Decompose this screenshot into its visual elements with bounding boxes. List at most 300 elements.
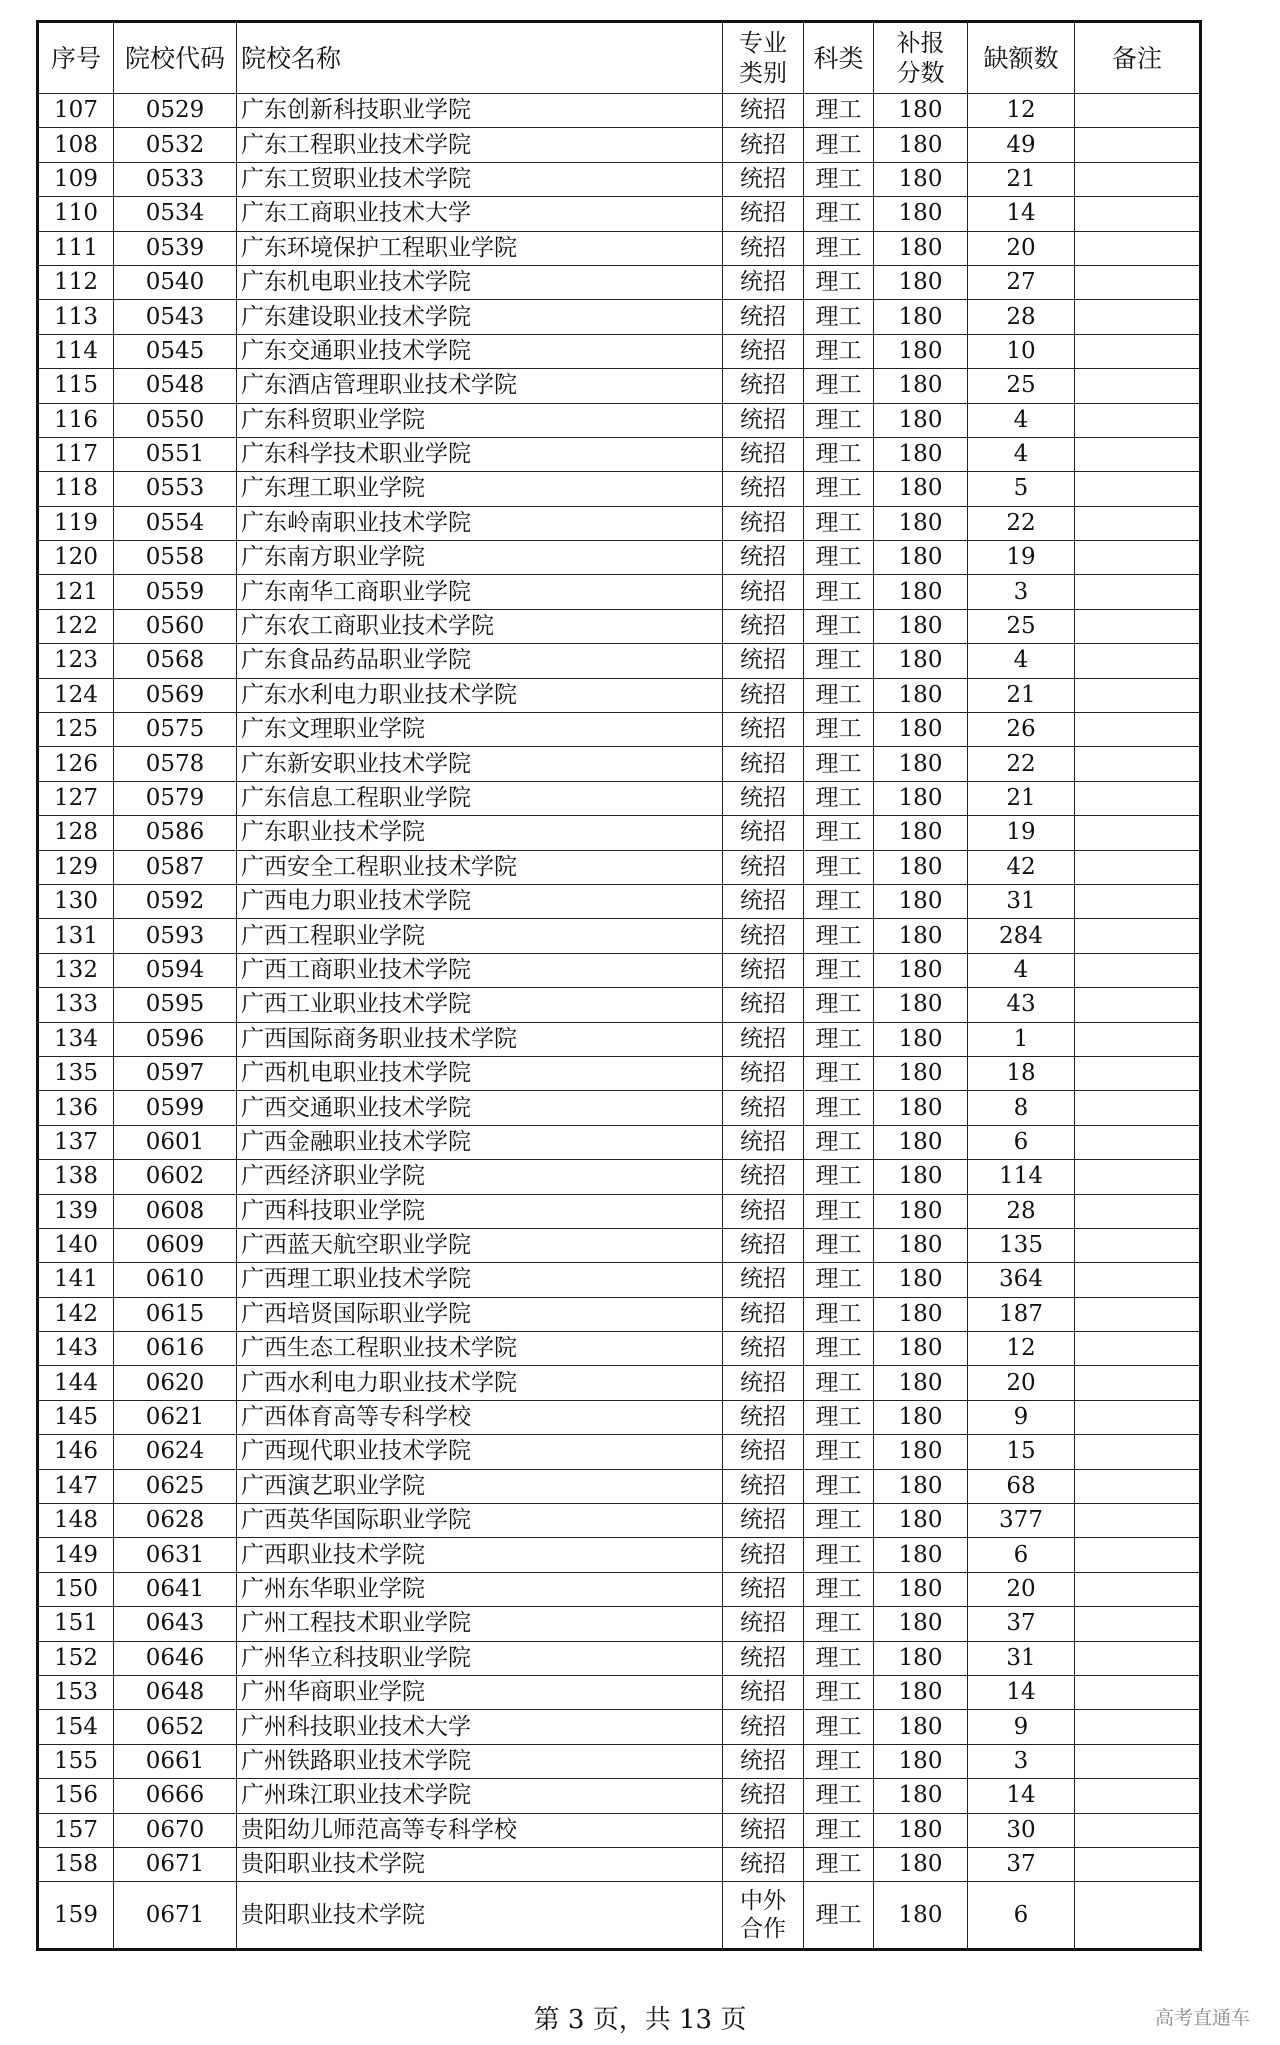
cell-code: 0602: [114, 1160, 237, 1194]
cell-vacancy: 49: [968, 128, 1075, 162]
cell-category: 统招: [723, 644, 804, 678]
cell-vacancy: 377: [968, 1504, 1075, 1538]
cell-score: 180: [874, 1194, 968, 1228]
cell-code: 0587: [114, 850, 237, 884]
cell-note: [1075, 1125, 1201, 1159]
cell-score: 180: [874, 1813, 968, 1847]
cell-code: 0529: [114, 94, 237, 128]
cell-code: 0595: [114, 988, 237, 1022]
cell-category: 统招: [723, 128, 804, 162]
cell-category: 统招: [723, 1332, 804, 1366]
cell-category: 统招: [723, 265, 804, 299]
cell-note: [1075, 953, 1201, 987]
cell-name: 广西经济职业学院: [237, 1160, 723, 1194]
cell-vacancy: 187: [968, 1297, 1075, 1331]
cell-seq: 107: [38, 94, 114, 128]
header-seq: 序号: [38, 22, 114, 94]
cell-note: [1075, 197, 1201, 231]
cell-vacancy: 4: [968, 953, 1075, 987]
cell-vacancy: 19: [968, 541, 1075, 575]
table-row: [38, 128, 1201, 162]
cell-category: 统招: [723, 1504, 804, 1538]
cell-subject: 理工: [804, 953, 874, 987]
cell-vacancy: 4: [968, 437, 1075, 471]
cell-seq: 151: [38, 1607, 114, 1641]
table-row: [38, 919, 1201, 953]
table-row: [38, 472, 1201, 506]
cell-subject: 理工: [804, 197, 874, 231]
cell-vacancy: 3: [968, 1744, 1075, 1778]
cell-vacancy: 22: [968, 747, 1075, 781]
cell-note: [1075, 781, 1201, 815]
cell-seq: 154: [38, 1710, 114, 1744]
cell-subject: 理工: [804, 1779, 874, 1813]
cell-code: 0596: [114, 1022, 237, 1056]
cell-subject: 理工: [804, 1882, 874, 1950]
cell-note: [1075, 1572, 1201, 1606]
cell-category: 统招: [723, 1572, 804, 1606]
table-row: [38, 1744, 1201, 1778]
cell-score: 180: [874, 197, 968, 231]
cell-subject: 理工: [804, 1504, 874, 1538]
cell-name: 广东工贸职业技术学院: [237, 162, 723, 196]
cell-note: [1075, 265, 1201, 299]
cell-seq: 114: [38, 334, 114, 368]
cell-vacancy: 68: [968, 1469, 1075, 1503]
cell-note: [1075, 1366, 1201, 1400]
cell-code: 0628: [114, 1504, 237, 1538]
cell-name: 广西现代职业技术学院: [237, 1435, 723, 1469]
table-row: [38, 816, 1201, 850]
table-row: [38, 1400, 1201, 1434]
header-school-code: 院校代码: [114, 22, 237, 94]
table-row: [38, 1228, 1201, 1262]
cell-seq: 119: [38, 506, 114, 540]
cell-seq: 156: [38, 1779, 114, 1813]
table-row: [38, 162, 1201, 196]
cell-name: 贵阳幼儿师范高等专科学校: [237, 1813, 723, 1847]
cell-name: 广西演艺职业学院: [237, 1469, 723, 1503]
cell-vacancy: 6: [968, 1125, 1075, 1159]
cell-code: 0543: [114, 300, 237, 334]
cell-seq: 142: [38, 1297, 114, 1331]
cell-name: 广西科技职业学院: [237, 1194, 723, 1228]
cell-subject: 理工: [804, 403, 874, 437]
cell-score: 180: [874, 1366, 968, 1400]
cell-vacancy: 9: [968, 1710, 1075, 1744]
cell-vacancy: 12: [968, 94, 1075, 128]
cell-score: 180: [874, 609, 968, 643]
table-row: [38, 300, 1201, 334]
cell-vacancy: 6: [968, 1882, 1075, 1950]
cell-score: 180: [874, 1572, 968, 1606]
cell-code: 0568: [114, 644, 237, 678]
cell-seq: 134: [38, 1022, 114, 1056]
cell-score: 180: [874, 162, 968, 196]
cell-vacancy: 6: [968, 1538, 1075, 1572]
table-row: [38, 1297, 1201, 1331]
cell-name: 广东农工商职业技术学院: [237, 609, 723, 643]
cell-note: [1075, 1504, 1201, 1538]
cell-code: 0652: [114, 1710, 237, 1744]
cell-subject: 理工: [804, 1813, 874, 1847]
table-row: [38, 1607, 1201, 1641]
cell-score: 180: [874, 1469, 968, 1503]
cell-vacancy: 21: [968, 781, 1075, 815]
cell-name: 广东科学技术职业学院: [237, 437, 723, 471]
cell-name: 广西理工职业技术学院: [237, 1263, 723, 1297]
header-score: [874, 22, 968, 94]
cell-subject: 理工: [804, 162, 874, 196]
cell-seq: 127: [38, 781, 114, 815]
cell-vacancy: 14: [968, 197, 1075, 231]
cell-note: [1075, 1228, 1201, 1262]
cell-code: 0608: [114, 1194, 237, 1228]
table-row: [38, 1022, 1201, 1056]
cell-note: [1075, 300, 1201, 334]
cell-note: [1075, 1091, 1201, 1125]
cell-subject: 理工: [804, 94, 874, 128]
table-row: [38, 678, 1201, 712]
cell-seq: 126: [38, 747, 114, 781]
cell-category: 统招: [723, 1538, 804, 1572]
cell-name: 广州科技职业技术大学: [237, 1710, 723, 1744]
cell-vacancy: 26: [968, 713, 1075, 747]
cell-code: 0666: [114, 1779, 237, 1813]
cell-seq: 129: [38, 850, 114, 884]
cell-vacancy: 135: [968, 1228, 1075, 1262]
cell-subject: 理工: [804, 334, 874, 368]
cell-vacancy: 114: [968, 1160, 1075, 1194]
cell-name: 广州铁路职业技术学院: [237, 1744, 723, 1778]
cell-code: 0625: [114, 1469, 237, 1503]
cell-category: 统招: [723, 609, 804, 643]
cell-vacancy: 5: [968, 472, 1075, 506]
table-row: [38, 1435, 1201, 1469]
cell-note: [1075, 1263, 1201, 1297]
cell-score: 180: [874, 953, 968, 987]
cell-code: 0624: [114, 1435, 237, 1469]
cell-score: 180: [874, 334, 968, 368]
cell-seq: 111: [38, 231, 114, 265]
cell-note: [1075, 1882, 1201, 1950]
cell-category: 统招: [723, 403, 804, 437]
cell-category: 统招: [723, 1641, 804, 1675]
cell-name: 广州珠江职业技术学院: [237, 1779, 723, 1813]
cell-score: 180: [874, 265, 968, 299]
cell-category: 统招: [723, 1469, 804, 1503]
cell-category: 统招: [723, 953, 804, 987]
cell-name: 广西电力职业技术学院: [237, 884, 723, 918]
cell-score: 180: [874, 1091, 968, 1125]
cell-seq: 124: [38, 678, 114, 712]
cell-score: 180: [874, 713, 968, 747]
cell-vacancy: 31: [968, 884, 1075, 918]
cell-subject: 理工: [804, 300, 874, 334]
cell-seq: 112: [38, 265, 114, 299]
cell-code: 0610: [114, 1263, 237, 1297]
cell-subject: 理工: [804, 713, 874, 747]
cell-score: 180: [874, 1263, 968, 1297]
cell-name: 广西国际商务职业技术学院: [237, 1022, 723, 1056]
cell-score: 180: [874, 369, 968, 403]
cell-seq: 123: [38, 644, 114, 678]
cell-subject: 理工: [804, 609, 874, 643]
cell-subject: 理工: [804, 1263, 874, 1297]
cell-score: 180: [874, 1641, 968, 1675]
cell-seq: 115: [38, 369, 114, 403]
cell-note: [1075, 437, 1201, 471]
table-row: [38, 575, 1201, 609]
cell-name: 广东信息工程职业学院: [237, 781, 723, 815]
cell-subject: 理工: [804, 231, 874, 265]
cell-category: 统招: [723, 541, 804, 575]
cell-score: 180: [874, 919, 968, 953]
cell-note: [1075, 94, 1201, 128]
cell-seq: 146: [38, 1435, 114, 1469]
cell-note: [1075, 1710, 1201, 1744]
cell-score: 180: [874, 747, 968, 781]
cell-subject: 理工: [804, 816, 874, 850]
cell-category: 统招: [723, 334, 804, 368]
cell-note: [1075, 713, 1201, 747]
cell-vacancy: 42: [968, 850, 1075, 884]
cell-subject: 理工: [804, 1125, 874, 1159]
cell-subject: 理工: [804, 1194, 874, 1228]
cell-subject: 理工: [804, 1160, 874, 1194]
cell-name: 广西水利电力职业技术学院: [237, 1366, 723, 1400]
cell-subject: 理工: [804, 678, 874, 712]
cell-name: 广西生态工程职业技术学院: [237, 1332, 723, 1366]
cell-category: 统招: [723, 988, 804, 1022]
cell-code: 0631: [114, 1538, 237, 1572]
cell-subject: 理工: [804, 1297, 874, 1331]
cell-note: [1075, 128, 1201, 162]
cell-category: 统招: [723, 1435, 804, 1469]
cell-category: 统招: [723, 1607, 804, 1641]
cell-vacancy: 22: [968, 506, 1075, 540]
cell-category: 统招: [723, 1675, 804, 1709]
cell-score: 180: [874, 403, 968, 437]
cell-name: 广东环境保护工程职业学院: [237, 231, 723, 265]
cell-subject: 理工: [804, 128, 874, 162]
cell-note: [1075, 1297, 1201, 1331]
cell-code: 0559: [114, 575, 237, 609]
table-row: [38, 1194, 1201, 1228]
table-row: [38, 541, 1201, 575]
cell-note: [1075, 1400, 1201, 1434]
cell-seq: 158: [38, 1847, 114, 1881]
cell-score: 180: [874, 128, 968, 162]
cell-vacancy: 37: [968, 1607, 1075, 1641]
cell-seq: 157: [38, 1813, 114, 1847]
cell-note: [1075, 403, 1201, 437]
cell-score: 180: [874, 1504, 968, 1538]
cell-name: 广东新安职业技术学院: [237, 747, 723, 781]
header-subject: 科类: [804, 22, 874, 94]
cell-name: 广西工商职业技术学院: [237, 953, 723, 987]
cell-note: [1075, 919, 1201, 953]
cell-name: 贵阳职业技术学院: [237, 1847, 723, 1881]
cell-category: 统招: [723, 1160, 804, 1194]
cell-code: 0648: [114, 1675, 237, 1709]
cell-seq: 118: [38, 472, 114, 506]
cell-note: [1075, 1847, 1201, 1881]
cell-category: 统招: [723, 1779, 804, 1813]
cell-score: 180: [874, 781, 968, 815]
cell-code: 0620: [114, 1366, 237, 1400]
cell-score: 180: [874, 1228, 968, 1262]
cell-note: [1075, 1022, 1201, 1056]
cell-subject: 理工: [804, 506, 874, 540]
cell-name: 广东工程职业技术学院: [237, 128, 723, 162]
header-school-name: 院校名称: [237, 22, 723, 94]
cell-subject: 理工: [804, 1056, 874, 1090]
cell-subject: 理工: [804, 1228, 874, 1262]
cell-score: 180: [874, 1538, 968, 1572]
cell-seq: 141: [38, 1263, 114, 1297]
cell-seq: 135: [38, 1056, 114, 1090]
cell-seq: 130: [38, 884, 114, 918]
cell-code: 0661: [114, 1744, 237, 1778]
cell-note: [1075, 1469, 1201, 1503]
cell-subject: 理工: [804, 1469, 874, 1503]
table-row: [38, 1366, 1201, 1400]
cell-subject: 理工: [804, 1366, 874, 1400]
cell-note: [1075, 369, 1201, 403]
cell-subject: 理工: [804, 1400, 874, 1434]
cell-note: [1075, 609, 1201, 643]
cell-seq: 108: [38, 128, 114, 162]
cell-code: 0592: [114, 884, 237, 918]
table-row: [38, 1263, 1201, 1297]
cell-score: 180: [874, 1710, 968, 1744]
cell-vacancy: 28: [968, 300, 1075, 334]
cell-score: 180: [874, 575, 968, 609]
cell-vacancy: 14: [968, 1779, 1075, 1813]
cell-note: [1075, 1435, 1201, 1469]
cell-name: 广州华立科技职业学院: [237, 1641, 723, 1675]
cell-score: 180: [874, 541, 968, 575]
cell-subject: 理工: [804, 781, 874, 815]
cell-category: 统招: [723, 472, 804, 506]
cell-subject: 理工: [804, 1710, 874, 1744]
cell-vacancy: 27: [968, 265, 1075, 299]
cell-seq: 113: [38, 300, 114, 334]
table-row: [38, 1160, 1201, 1194]
cell-category: 统招: [723, 919, 804, 953]
table-row: [38, 1504, 1201, 1538]
table-row: [38, 437, 1201, 471]
cell-code: 0533: [114, 162, 237, 196]
cell-note: [1075, 541, 1201, 575]
cell-seq: 121: [38, 575, 114, 609]
cell-vacancy: 20: [968, 1366, 1075, 1400]
cell-subject: 理工: [804, 472, 874, 506]
table-row: [38, 1675, 1201, 1709]
cell-note: [1075, 747, 1201, 781]
cell-subject: 理工: [804, 919, 874, 953]
cell-category: 统招: [723, 678, 804, 712]
cell-note: [1075, 884, 1201, 918]
cell-code: 0558: [114, 541, 237, 575]
cell-code: 0594: [114, 953, 237, 987]
cell-vacancy: 19: [968, 816, 1075, 850]
table-row: [38, 369, 1201, 403]
cell-seq: 153: [38, 1675, 114, 1709]
cell-name: 广东文理职业学院: [237, 713, 723, 747]
table-row: [38, 747, 1201, 781]
cell-code: 0671: [114, 1847, 237, 1881]
cell-code: 0646: [114, 1641, 237, 1675]
cell-code: 0593: [114, 919, 237, 953]
cell-category: 统招: [723, 1297, 804, 1331]
cell-vacancy: 284: [968, 919, 1075, 953]
cell-code: 0609: [114, 1228, 237, 1262]
cell-score: 180: [874, 300, 968, 334]
cell-name: 广西金融职业技术学院: [237, 1125, 723, 1159]
cell-code: 0532: [114, 128, 237, 162]
table-row: [38, 850, 1201, 884]
admission-vacancy-table: [36, 20, 1202, 1951]
cell-category: 统招: [723, 1022, 804, 1056]
cell-name: 广州工程技术职业学院: [237, 1607, 723, 1641]
cell-code: 0616: [114, 1332, 237, 1366]
cell-score: 180: [874, 506, 968, 540]
cell-seq: 147: [38, 1469, 114, 1503]
table-row: [38, 265, 1201, 299]
cell-score: 180: [874, 988, 968, 1022]
table-row-last: [38, 1882, 1201, 1950]
table-row: [38, 1572, 1201, 1606]
table-row: [38, 609, 1201, 643]
cell-note: [1075, 1813, 1201, 1847]
cell-note: [1075, 1056, 1201, 1090]
cell-subject: 理工: [804, 1022, 874, 1056]
table-row: [38, 1710, 1201, 1744]
cell-category: 统招: [723, 369, 804, 403]
cell-code: 0578: [114, 747, 237, 781]
cell-seq: 139: [38, 1194, 114, 1228]
cell-category: 统招: [723, 781, 804, 815]
cell-note: [1075, 1641, 1201, 1675]
cell-note: [1075, 1607, 1201, 1641]
cell-category: 统招: [723, 1263, 804, 1297]
cell-vacancy: 20: [968, 1572, 1075, 1606]
cell-name: 广东科贸职业学院: [237, 403, 723, 437]
cell-category: 统招: [723, 1400, 804, 1434]
cell-name: 广东机电职业技术学院: [237, 265, 723, 299]
cell-subject: 理工: [804, 1675, 874, 1709]
cell-category: 统招: [723, 713, 804, 747]
cell-subject: 理工: [804, 1572, 874, 1606]
cell-category: 统招: [723, 1194, 804, 1228]
header-score-text: 补报分数: [896, 29, 945, 87]
cell-score: 180: [874, 678, 968, 712]
cell-code: 0601: [114, 1125, 237, 1159]
cell-seq: 148: [38, 1504, 114, 1538]
cell-name: 广东食品药品职业学院: [237, 644, 723, 678]
table-row: [38, 1056, 1201, 1090]
table-row: [38, 1847, 1201, 1881]
cell-score: 180: [874, 1675, 968, 1709]
table-row: [38, 197, 1201, 231]
cell-score: 180: [874, 1779, 968, 1813]
cell-code: 0670: [114, 1813, 237, 1847]
cell-seq: 152: [38, 1641, 114, 1675]
cell-subject: 理工: [804, 437, 874, 471]
cell-subject: 理工: [804, 575, 874, 609]
